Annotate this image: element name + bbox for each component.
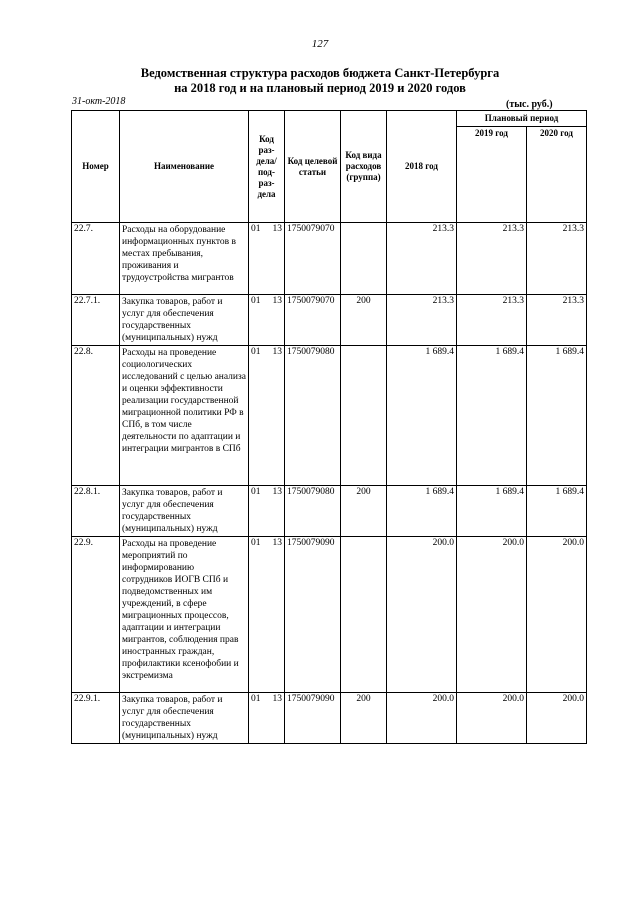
header-target-code: Код целевой статьи [285, 111, 341, 223]
row-subsection: 13 [272, 538, 282, 548]
row-name: Расходы на оборудование информационных пунктов в местах пребывания, проживания и трудоустройства мигрантов [120, 223, 249, 295]
row-section-code [249, 537, 285, 693]
row-subsection: 13 [272, 296, 282, 306]
row-section: 01 [251, 487, 261, 497]
row-expense-type: 200 [341, 486, 387, 537]
row-name: Расходы на проведение социологических исследований с целью анализа и оценки эффективности реализации государственной миграционной политики РФ в СПб, в том числе деятельности по адаптации и интеграции мигрантов в СПб [120, 346, 249, 486]
row-expense-type: 200 [341, 693, 387, 744]
table-row [72, 693, 587, 744]
page-number: 127 [311, 38, 329, 50]
table-row [72, 537, 587, 693]
row-value-2018: 200.0 [387, 537, 457, 693]
row-value-2019: 213.3 [457, 223, 527, 295]
row-expense-type [341, 223, 387, 295]
table-row [72, 486, 587, 537]
row-value-2019: 213.3 [457, 295, 527, 346]
row-number: 22.9.1. [72, 693, 120, 744]
row-section: 01 [251, 347, 261, 357]
header-2018: 2018 год [387, 111, 457, 223]
row-number: 22.7.1. [72, 295, 120, 346]
row-target-code: 1750079080 [285, 486, 341, 537]
row-value-2018: 1 689.4 [387, 486, 457, 537]
row-section-code [249, 486, 285, 537]
header-planned-period: Плановый период [457, 111, 587, 127]
row-section: 01 [251, 224, 261, 234]
row-value-2020: 200.0 [527, 693, 587, 744]
header-name: Наименование [120, 111, 249, 223]
row-value-2018: 213.3 [387, 295, 457, 346]
budget-table [71, 110, 587, 744]
row-section: 01 [251, 296, 261, 306]
row-value-2019: 200.0 [457, 693, 527, 744]
document-date: 31-окт-2018 [72, 96, 126, 107]
row-target-code: 1750079080 [285, 346, 341, 486]
table-row [72, 223, 587, 295]
row-subsection: 13 [272, 694, 282, 704]
row-section: 01 [251, 538, 261, 548]
row-subsection: 13 [272, 224, 282, 234]
row-value-2019: 200.0 [457, 537, 527, 693]
row-target-code: 1750079070 [285, 295, 341, 346]
row-value-2020: 1 689.4 [527, 346, 587, 486]
row-subsection: 13 [272, 487, 282, 497]
title-line-2: на 2018 год и на плановый период 2019 и 2020 годов [174, 81, 466, 95]
header-2019: 2019 год [457, 127, 527, 223]
row-subsection: 13 [272, 347, 282, 357]
title-line-1: Ведомственная структура расходов бюджета Санкт-Петербурга [140, 66, 500, 80]
header-expense-type: Код вида расходов (группа) [341, 111, 387, 223]
row-target-code: 1750079090 [285, 693, 341, 744]
row-value-2019: 1 689.4 [457, 346, 527, 486]
row-section-code [249, 295, 285, 346]
header-2020: 2020 год [527, 127, 587, 223]
row-section-code [249, 346, 285, 486]
row-expense-type [341, 537, 387, 693]
row-target-code: 1750079070 [285, 223, 341, 295]
table-row [72, 295, 587, 346]
row-section: 01 [251, 694, 261, 704]
header-number: Номер [72, 111, 120, 223]
row-expense-type: 200 [341, 295, 387, 346]
row-value-2020: 1 689.4 [527, 486, 587, 537]
row-section-code [249, 693, 285, 744]
units-label: (тыс. руб.) [506, 99, 553, 110]
row-value-2018: 213.3 [387, 223, 457, 295]
row-section-code [249, 223, 285, 295]
row-value-2020: 200.0 [527, 537, 587, 693]
row-number: 22.8.1. [72, 486, 120, 537]
row-name: Закупка товаров, работ и услуг для обеспечения государственных (муниципальных) нужд [120, 693, 249, 744]
table-row [72, 346, 587, 486]
page-title [0, 66, 640, 96]
row-name: Закупка товаров, работ и услуг для обеспечения государственных (муниципальных) нужд [120, 295, 249, 346]
row-name: Закупка товаров, работ и услуг для обеспечения государственных (муниципальных) нужд [120, 486, 249, 537]
header-section-code: Код раз- дела/ под- раз- дела [249, 111, 285, 223]
row-value-2020: 213.3 [527, 295, 587, 346]
row-value-2018: 1 689.4 [387, 346, 457, 486]
row-number: 22.7. [72, 223, 120, 295]
row-target-code: 1750079090 [285, 537, 341, 693]
row-number: 22.8. [72, 346, 120, 486]
row-value-2018: 200.0 [387, 693, 457, 744]
row-value-2020: 213.3 [527, 223, 587, 295]
row-number: 22.9. [72, 537, 120, 693]
row-value-2019: 1 689.4 [457, 486, 527, 537]
row-expense-type [341, 346, 387, 486]
row-name: Расходы на проведение мероприятий по информированию сотрудников ИОГВ СПб и подведомственных им учреждений, в сфере миграционных процессов, адаптации и интеграции мигрантов, соблюдения прав иностранных граждан, профилактики ксенофобии и экстремизма [120, 537, 249, 693]
